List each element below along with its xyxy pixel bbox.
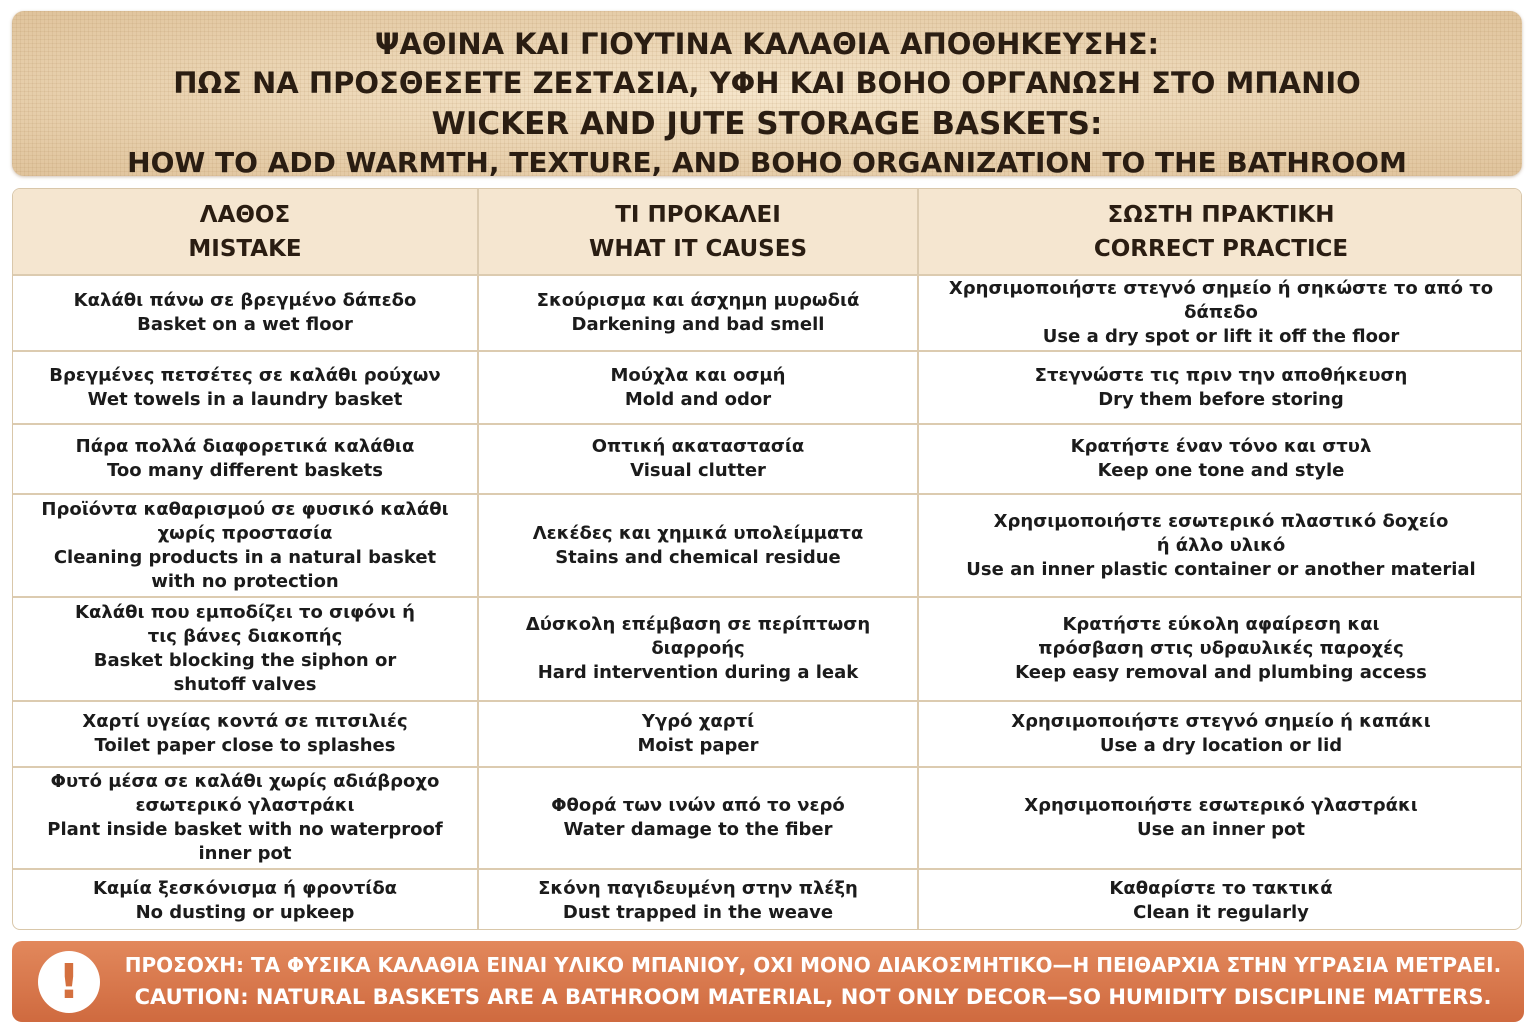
cell-line: Darkening and bad smell xyxy=(571,314,825,335)
cell-mistake xyxy=(13,869,478,930)
cell-line: Χρησιμοποιήστε εσωτερικό πλαστικό δοχείο xyxy=(993,510,1449,532)
cell-mistake xyxy=(13,275,478,351)
cell-causes xyxy=(478,869,918,930)
column-header-mistake xyxy=(13,189,478,275)
cell-mistake xyxy=(13,597,478,701)
cell-line: Visual clutter xyxy=(630,460,766,481)
cell-line: Toilet paper close to splashes xyxy=(94,735,396,756)
column-header-practice xyxy=(918,189,1522,275)
cell-line: Προϊόντα καθαρισμού σε φυσικό καλάθι xyxy=(41,498,449,520)
column-header-english: CORRECT PRACTICE xyxy=(1093,235,1349,262)
cell-line: Wet towels in a laundry basket xyxy=(87,388,403,410)
table-row xyxy=(13,424,1522,494)
cell-line: Καλάθι πάνω σε βρεγμένο δάπεδο xyxy=(73,290,417,311)
cell-causes xyxy=(478,424,918,494)
cell-practice xyxy=(918,701,1522,767)
cell-line: Keep easy removal and plumbing access xyxy=(1015,662,1427,683)
cell-practice xyxy=(918,424,1522,494)
cell-line: Stains and chemical residue xyxy=(555,546,841,568)
table-row xyxy=(13,869,1522,930)
caution-text-english: CAUTION: NATURAL BASKETS ARE A BATHROOM MATERIAL, NOT ONLY DECOR—SO HUMIDITY DISCIPLINE MATTERS. xyxy=(134,985,1492,1009)
cell-causes xyxy=(478,767,918,869)
cell-practice xyxy=(918,351,1522,424)
column-header-greek: ΛΑΘΟΣ xyxy=(199,201,291,228)
cell-line: Too many different baskets xyxy=(107,460,383,481)
column-header-greek: ΣΩΣΤΗ ΠΡΑΚΤΙΚΗ xyxy=(1107,201,1335,228)
cell-mistake xyxy=(13,701,478,767)
cell-line: Καλάθι που εμποδίζει το σιφόνι ή xyxy=(75,602,415,623)
cell-line: Use an inner pot xyxy=(1136,819,1306,840)
cell-line: Καμία ξεσκόνισμα ή φροντίδα xyxy=(92,877,398,899)
column-header-greek: ΤΙ ΠΡΟΚΑΛΕΙ xyxy=(615,201,781,228)
table-row xyxy=(13,597,1522,701)
cell-line: Φθορά των ινών από το νερό xyxy=(551,795,845,816)
cell-line: Basket on a wet floor xyxy=(137,314,353,335)
cell-line: Cleaning products in a natural basket xyxy=(53,546,437,568)
cell-line: inner pot xyxy=(198,843,292,864)
cell-line: Σκούρισμα και άσχημη μυρωδιά xyxy=(536,290,860,311)
cell-line: Basket blocking the siphon or xyxy=(93,650,397,671)
cell-line: χωρίς προστασία xyxy=(157,522,333,544)
cell-line: Δύσκολη επέμβαση σε περίπτωση διαρροής xyxy=(525,614,871,659)
cell-practice xyxy=(918,494,1522,597)
cell-mistake xyxy=(13,424,478,494)
cell-line: Use a dry location or lid xyxy=(1099,735,1343,756)
cell-causes xyxy=(478,351,918,424)
title-english-line-1: WICKER AND JUTE STORAGE BASKETS: xyxy=(431,106,1103,142)
table-row xyxy=(13,275,1522,351)
cell-line: εσωτερικό γλαστράκι xyxy=(135,795,355,816)
cell-line: Moist paper xyxy=(637,735,759,756)
cell-line: Dust trapped in the weave xyxy=(562,901,834,923)
cell-line: Χρησιμοποιήστε στεγνό σημείο ή σηκώστε το από το δάπεδο xyxy=(948,278,1494,323)
exclamation-icon: ! xyxy=(38,951,100,1013)
cell-line: πρόσβαση στις υδραυλικές παροχές xyxy=(1038,638,1404,659)
cell-line: Καθαρίστε το τακτικά xyxy=(1109,877,1333,899)
cell-causes xyxy=(478,275,918,351)
cell-line: with no protection xyxy=(151,570,339,592)
cell-line: Κρατήστε εύκολη αφαίρεση και xyxy=(1062,614,1380,635)
table-row xyxy=(13,701,1522,767)
cell-practice xyxy=(918,767,1522,869)
cell-line: Λεκέδες και χημικά υπολείμματα xyxy=(532,522,864,544)
cell-line: Mold and odor xyxy=(624,388,772,410)
title-greek-line-2: ΠΩΣ ΝΑ ΠΡΟΣΘΕΣΕΤΕ ΖΕΣΤΑΣΙΑ, ΥΦΗ ΚΑΙ ΒΟΗΟ ΟΡΓΑΝΩΣΗ ΣΤΟ ΜΠΑΝΙΟ xyxy=(173,66,1361,100)
cell-mistake xyxy=(13,767,478,869)
cell-line: Πάρα πολλά διαφορετικά καλάθια xyxy=(75,436,415,457)
cell-line: Σκόνη παγιδευμένη στην πλέξη xyxy=(538,877,858,899)
cell-line: No dusting or upkeep xyxy=(135,901,355,923)
cell-line: shutoff valves xyxy=(173,674,317,695)
cell-line: Hard intervention during a leak xyxy=(537,662,859,683)
cell-line: Στεγνώστε τις πριν την αποθήκευση xyxy=(1034,364,1408,386)
cell-practice xyxy=(918,275,1522,351)
mistakes-table xyxy=(12,188,1522,930)
cell-line: Φυτό μέσα σε καλάθι χωρίς αδιάβροχο xyxy=(50,771,440,792)
cell-line: Χρησιμοποιήστε στεγνό σημείο ή καπάκι xyxy=(1011,711,1431,732)
table-header-row xyxy=(13,189,1522,275)
cell-causes xyxy=(478,701,918,767)
cell-line: Οπτική ακαταστασία xyxy=(591,436,805,457)
column-header-english: WHAT IT CAUSES xyxy=(588,235,808,262)
caution-text-greek: ΠΡΟΣΟΧΗ: ΤΑ ΦΥΣΙΚΑ ΚΑΛΑΘΙΑ ΕΙΝΑΙ ΥΛΙΚΟ ΜΠΑΝΙΟΥ, ΟΧΙ ΜΟΝΟ ΔΙΑΚΟΣΜΗΤΙΚΟ—Η ΠΕΙΘΑΡΧΙΑ ΣΤΗΝ ΥΓΡΑΣΙΑ ΜΕΤΡΑΕΙ. xyxy=(124,953,1502,977)
caution-banner xyxy=(12,941,1524,1022)
title-banner xyxy=(12,11,1522,179)
table-row xyxy=(13,494,1522,597)
cell-causes xyxy=(478,494,918,597)
cell-line: Βρεγμένες πετσέτες σε καλάθι ρούχων xyxy=(49,364,441,386)
cell-line: τις βάνες διακοπής xyxy=(147,626,343,647)
table-row xyxy=(13,351,1522,424)
cell-line: Water damage to the fiber xyxy=(563,819,833,840)
cell-line: ή άλλο υλικό xyxy=(1156,534,1286,556)
table-row xyxy=(13,767,1522,869)
cell-line: Use an inner plastic container or another material xyxy=(966,558,1476,580)
cell-mistake xyxy=(13,351,478,424)
cell-line: Χαρτί υγείας κοντά σε πιτσιλιές xyxy=(82,711,408,732)
cell-line: Clean it regularly xyxy=(1133,901,1309,923)
title-english-line-2: HOW TO ADD WARMTH, TEXTURE, AND BOHO ORGANIZATION TO THE BATHROOM xyxy=(127,146,1407,179)
cell-line: Use a dry spot or lift it off the floor xyxy=(1042,326,1400,347)
column-header-english: MISTAKE xyxy=(188,235,302,262)
cell-line: Keep one tone and style xyxy=(1097,460,1345,481)
cell-line: Υγρό χαρτί xyxy=(641,711,755,732)
cell-mistake xyxy=(13,494,478,597)
cell-line: Μούχλα και οσμή xyxy=(610,364,786,386)
cell-line: Dry them before storing xyxy=(1098,388,1344,410)
cell-causes xyxy=(478,597,918,701)
title-greek-line-1: ΨΑΘΙΝΑ ΚΑΙ ΓΙΟΥΤΙΝΑ ΚΑΛΑΘΙΑ ΑΠΟΘΗΚΕΥΣΗΣ: xyxy=(374,27,1160,61)
cell-practice xyxy=(918,597,1522,701)
cell-practice xyxy=(918,869,1522,930)
cell-line: Χρησιμοποιήστε εσωτερικό γλαστράκι xyxy=(1024,795,1418,816)
cell-line: Plant inside basket with no waterproof xyxy=(47,819,443,840)
column-header-causes xyxy=(478,189,918,275)
cell-line: Κρατήστε έναν τόνο και στυλ xyxy=(1070,436,1372,457)
